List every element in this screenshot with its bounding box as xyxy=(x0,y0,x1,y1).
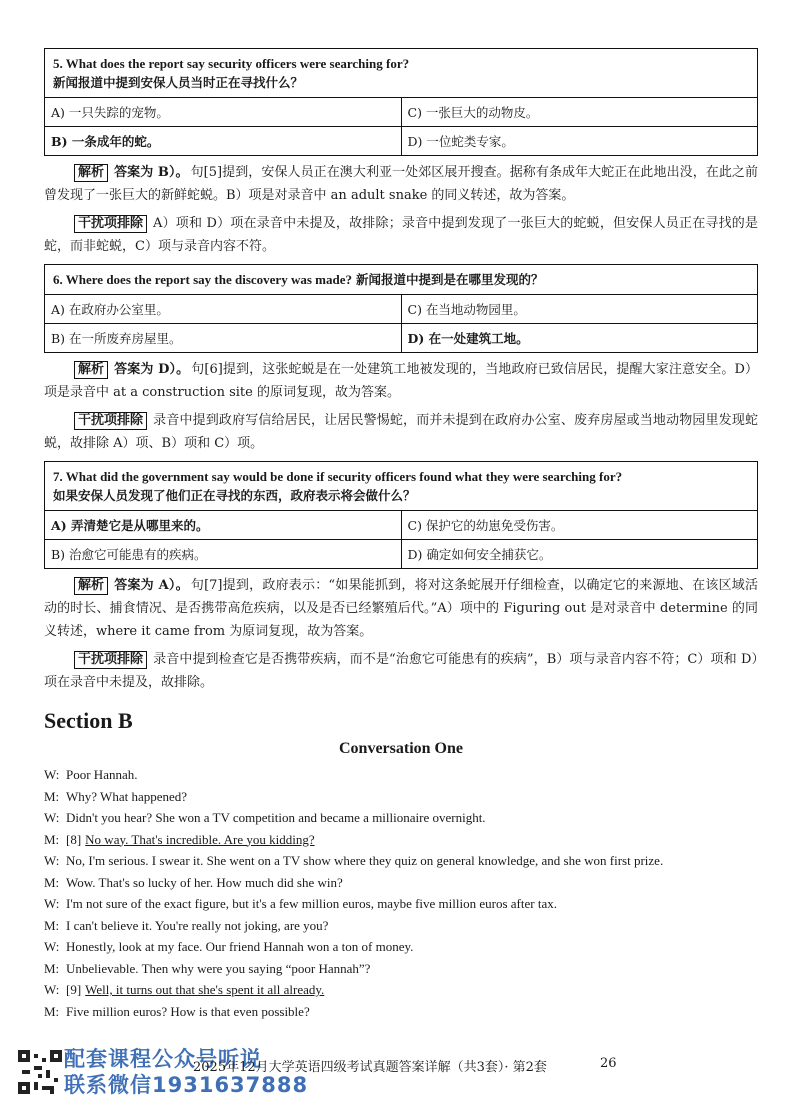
dialogue-line xyxy=(44,872,758,894)
distractor-tag: 干扰项排除 xyxy=(74,412,147,430)
question-7-header xyxy=(45,462,758,511)
speaker-label: W: xyxy=(44,810,60,825)
dialogue-line xyxy=(44,807,758,829)
analysis-tag: 解析 xyxy=(74,361,108,379)
dialogue-text: Unbelievable. Then why were you saying “poor Hannah”? xyxy=(66,960,371,976)
answer-6: 答案为 D）。 xyxy=(114,362,190,377)
analysis-tag: 解析 xyxy=(74,577,108,595)
speaker-label: M: xyxy=(44,917,60,933)
dialogue-text: I can't believe it. You're really not joking, are you? xyxy=(66,917,329,933)
dialogue-line xyxy=(44,936,758,958)
dialogue-text: No, I'm serious. I swear it. She went on a TV show where they quiz on general knowledge, and she won first prize. xyxy=(66,853,664,868)
dialogue xyxy=(44,764,758,1022)
question-5-en: 5. What does the report say security officers were searching for? xyxy=(53,56,410,71)
option-6a: A) 在政府办公室里。 xyxy=(45,295,402,324)
option-5c: C) 一张巨大的动物皮。 xyxy=(401,98,758,127)
analysis-7-text: 句[7]提到，政府表示：“如果能抓到，将对这条蛇展开仔细检查，以确定它的来源地、在该区域活动的时长、捕食情况、是否携带高危疾病，以及是否已经繁殖后代。”A）项中的 Figuring out 是对录音中 determine 的同义转述，where it came from 为原词复现，故为答案。 xyxy=(44,578,758,639)
option-7b: B) 治愈它可能患有的疾病。 xyxy=(45,540,402,569)
section-title: Section B xyxy=(44,708,133,733)
question-6-header xyxy=(45,265,758,295)
page-footer xyxy=(18,1046,778,1102)
speaker-label: W: xyxy=(44,767,60,782)
dialogue-line xyxy=(44,764,758,786)
option-5d: D) 一位蛇类专家。 xyxy=(401,127,758,156)
dialogue-line xyxy=(44,850,758,872)
speaker-label: M: xyxy=(44,874,60,890)
option-7d: D) 确定如何安全捕获它。 xyxy=(401,540,758,569)
question-7-zh: 如果安保人员发现了他们正在寻找的东西，政府表示将会做什么？ xyxy=(53,488,416,503)
analysis-7 xyxy=(44,574,758,643)
question-5-table xyxy=(44,48,758,156)
analysis-5 xyxy=(44,161,758,207)
analysis-6-text: 句[6]提到，这张蛇蜕是在一处建筑工地被发现的，当地政府已致信居民，提醒大家注意安全。D）项是录音中 at a construction site 的原词复现，故为答案。 xyxy=(44,362,758,400)
distractor-5 xyxy=(44,212,758,258)
distractor-7 xyxy=(44,648,758,694)
distractor-6 xyxy=(44,409,758,455)
speaker-label: M: xyxy=(44,1003,60,1019)
dialogue-text: Why? What happened? xyxy=(66,788,188,804)
page-number: 26 xyxy=(600,1056,617,1071)
dialogue-line xyxy=(44,829,758,851)
dialogue-text: I'm not sure of the exact figure, but it's a few million euros, maybe five million euros after tax. xyxy=(66,896,557,911)
dialogue-text: No way. That's incredible. Are you kidding? xyxy=(85,831,315,847)
dialogue-line xyxy=(44,786,758,808)
dialogue-line xyxy=(44,1001,758,1023)
analysis-tag: 解析 xyxy=(74,164,108,182)
option-7a: A) 弄清楚它是从哪里来的。 xyxy=(45,511,402,540)
answer-7: 答案为 A）。 xyxy=(114,578,189,593)
option-6b: B) 在一所废弃房屋里。 xyxy=(45,324,402,353)
speaker-label: W: xyxy=(44,939,60,954)
speaker-label: M: xyxy=(44,831,60,847)
distractor-tag: 干扰项排除 xyxy=(74,215,147,233)
distractor-tag: 干扰项排除 xyxy=(74,651,147,669)
option-6c: C) 在当地动物园里。 xyxy=(401,295,758,324)
answer-5: 答案为 B）。 xyxy=(114,165,189,180)
distractor-7-text: 录音中提到检查它是否携带疾病，而不是“治愈它可能患有的疾病”，B）项与录音内容不符；C）项和 D）项在录音中未提及，故排除。 xyxy=(44,652,758,690)
watermark-line-1: 配套课程公众号听说 xyxy=(64,1047,262,1071)
dialogue-line xyxy=(44,958,758,980)
question-7-en: 7. What did the government say would be done if security officers found what they were searching for? xyxy=(53,469,623,484)
page-content xyxy=(44,48,758,1022)
analysis-5-text: 句[5]提到，安保人员正在澳大利亚一处郊区展开搜查。据称有条成年大蛇正在此地出没，在此之前曾发现了一张巨大的新鲜蛇蜕。B）项是对录音中 an adult snake 的同义转述，故为答案。 xyxy=(44,165,759,203)
distractor-6-text: 录音中提到政府写信给居民，让居民警惕蛇，而并未提到在政府办公室、废弃房屋或当地动物园里发现蛇蜕，故排除 A）项、B）项和 C）项。 xyxy=(44,413,758,451)
distractor-5-text: A）项和 D）项在录音中未提及，故排除；录音中提到发现了一张巨大的蛇蜕，但安保人员正在寻找的是蛇，而非蛇蜕，C）项与录音内容不符。 xyxy=(44,216,758,254)
question-6-en: 6. Where does the report say the discovery was made? xyxy=(53,272,352,287)
speaker-label: W: xyxy=(44,896,60,911)
dialogue-text: Didn't you hear? She won a TV competition and became a millionaire overnight. xyxy=(66,810,486,825)
footer-text: 2025年12月大学英语四级考试真题答案详解（共3套）· 第2套 xyxy=(193,1060,547,1075)
question-6-table xyxy=(44,264,758,353)
dialogue-text: Honestly, look at my face. Our friend Hannah won a ton of money. xyxy=(66,939,414,954)
qr-code-icon xyxy=(18,1050,62,1094)
question-7-table xyxy=(44,461,758,569)
sentence-marker: [9] xyxy=(66,982,82,997)
dialogue-line xyxy=(44,893,758,915)
dialogue-text: Five million euros? How is that even possible? xyxy=(66,1003,310,1019)
conversation-title: Conversation One xyxy=(339,740,463,757)
dialogue-line xyxy=(44,915,758,937)
question-5-zh: 新闻报道中提到安保人员当时正在寻找什么？ xyxy=(53,75,304,90)
speaker-label: W: xyxy=(44,982,60,997)
question-5-header xyxy=(45,49,758,98)
option-5b: B) 一条成年的蛇。 xyxy=(45,127,402,156)
analysis-6 xyxy=(44,358,758,404)
dialogue-text: Poor Hannah. xyxy=(66,767,138,782)
watermark-line-2: 联系微信1931637888 xyxy=(64,1073,309,1097)
dialogue-line xyxy=(44,979,758,1001)
option-7c: C) 保护它的幼崽免受伤害。 xyxy=(401,511,758,540)
option-6d: D) 在一处建筑工地。 xyxy=(401,324,758,353)
question-6-zh: 新闻报道中提到是在哪里发现的？ xyxy=(355,272,544,287)
speaker-label: M: xyxy=(44,960,60,976)
dialogue-text: Wow. That's so lucky of her. How much did she win? xyxy=(66,874,343,890)
dialogue-text: Well, it turns out that she's spent it all already. xyxy=(85,982,325,997)
speaker-label: M: xyxy=(44,788,60,804)
option-5a: A) 一只失踪的宠物。 xyxy=(45,98,402,127)
speaker-label: W: xyxy=(44,853,60,868)
sentence-marker: [8] xyxy=(66,831,82,847)
